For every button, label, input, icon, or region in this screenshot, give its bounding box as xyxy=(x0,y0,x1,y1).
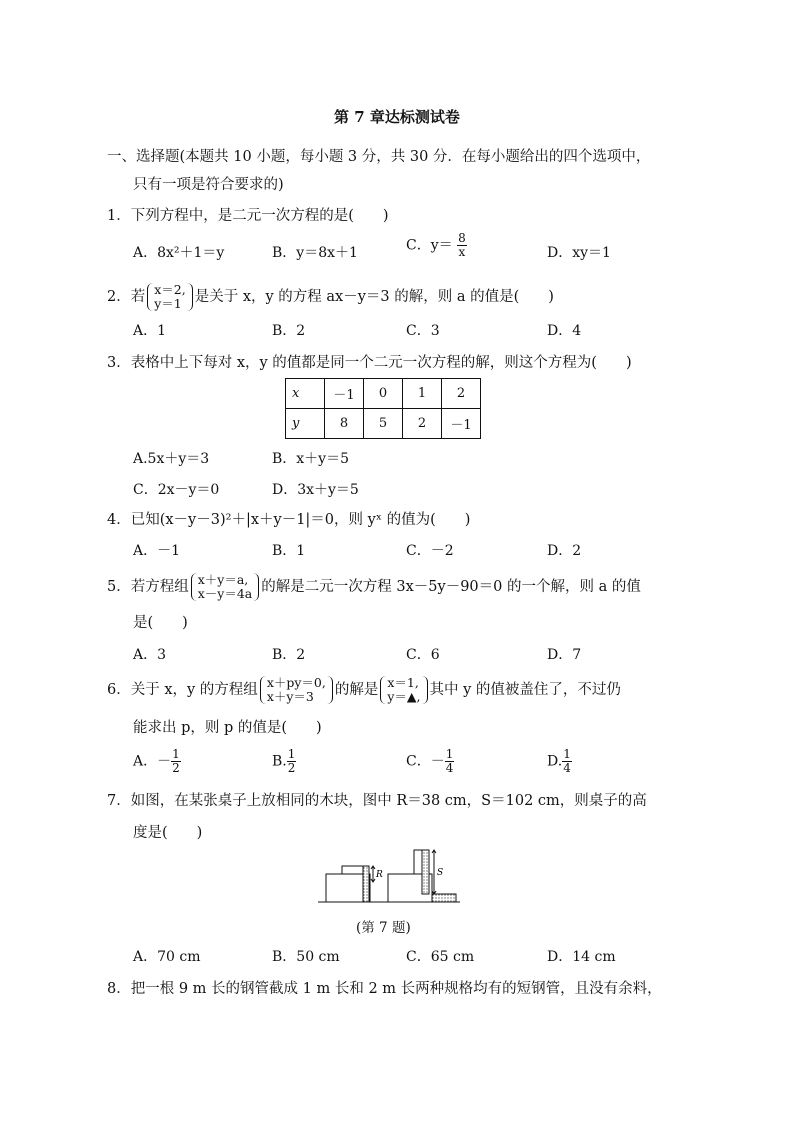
equation-system xyxy=(260,676,333,704)
system-row-2: y＝1 xyxy=(154,296,182,311)
q5-suffix: 的解是二元一次方程 3x－5y－90＝0 的一个解，则 a 的值 xyxy=(261,579,641,595)
table-header-y: y xyxy=(286,409,325,439)
table-cell: 8 xyxy=(325,409,364,439)
figure-caption: (第 7 题) xyxy=(356,920,411,936)
fraction-numerator: 1 xyxy=(445,747,454,761)
q5-option-d: D．7 xyxy=(547,647,582,663)
equation-system xyxy=(191,573,260,601)
question-6-cont: 能求出 p，则 p 的值是( ) xyxy=(133,720,322,736)
q5-option-a: A．3 xyxy=(133,647,167,663)
solution-system xyxy=(380,676,427,704)
q1-option-d: D．xy＝1 xyxy=(547,245,611,261)
question-4-stem: 4．已知(x－y－3)²＋|x＋y－1|＝0，则 yˣ 的值为( ) xyxy=(107,512,471,528)
fraction-numerator: 1 xyxy=(563,747,571,761)
q5-option-c: C．6 xyxy=(406,647,440,663)
question-7-cont: 度是( ) xyxy=(133,825,203,841)
q3-option-a: A.5x＋y＝3 xyxy=(133,451,210,467)
table-cell: 2 xyxy=(403,409,442,439)
fraction-denominator: 2 xyxy=(287,761,296,775)
system-row-2: x－y＝4a xyxy=(197,586,253,601)
fraction-denominator: x xyxy=(458,245,466,259)
q3-option-c: C．2x－y＝0 xyxy=(133,482,220,498)
page-title: 第 7 章达标测试卷 xyxy=(334,108,460,126)
fraction xyxy=(287,748,297,775)
table-cell: 5 xyxy=(364,409,403,439)
q6-prefix: 6．关于 x，y 的方程组 xyxy=(107,682,258,698)
q6-suffix: 其中 y 的值被盖住了，不过仍 xyxy=(429,682,621,698)
q1-option-c-prefix: C．y＝ xyxy=(406,237,453,254)
question-5-cont: 是( ) xyxy=(133,615,188,631)
q4-option-d: D．2 xyxy=(547,543,582,559)
fraction xyxy=(171,748,181,775)
q6-option-c xyxy=(406,748,454,775)
table-row xyxy=(286,409,481,439)
table-cell: 1 xyxy=(403,379,442,409)
q3-option-d: D．3x＋y＝5 xyxy=(272,482,359,498)
system-row-1: x＝2, xyxy=(154,282,186,297)
q3-option-b: B．x＋y＝5 xyxy=(272,451,349,467)
q6-option-b xyxy=(272,748,296,775)
table-cell: －1 xyxy=(325,379,364,409)
table-cell: 0 xyxy=(364,379,403,409)
section-header: 一、选择题(本题共 10 小题，每小题 3 分，共 30 分．在每小题给出的四个选项中， xyxy=(107,149,651,165)
value-table xyxy=(285,378,481,439)
system-row-1: x＋y＝a, xyxy=(197,572,249,587)
q6-option-b-prefix: B. xyxy=(272,753,287,770)
question-5-stem xyxy=(107,573,641,601)
q7-option-c: C．65 cm xyxy=(406,949,475,965)
q4-option-b: B．1 xyxy=(272,543,306,559)
q2-prefix: 2．若 xyxy=(107,289,146,305)
system-row-1: x＝1, xyxy=(387,675,419,690)
question-7-stem: 7．如图，在某张桌子上放相同的木块，图中 R＝38 cm，S＝102 cm，则桌子的高 xyxy=(107,793,647,809)
question-6-stem xyxy=(107,676,621,704)
fraction xyxy=(445,748,455,775)
table-cell: 2 xyxy=(442,379,481,409)
fraction-numerator: 8 xyxy=(458,231,466,245)
q2-suffix: 是关于 x，y 的方程 ax－y＝3 的解，则 a 的值是( ) xyxy=(194,289,554,305)
q1-option-c xyxy=(406,232,467,259)
fraction xyxy=(457,232,467,259)
q6-option-d xyxy=(547,748,572,775)
q4-option-c: C．－2 xyxy=(406,543,454,559)
section-header-cont: 只有一项是符合要求的) xyxy=(133,177,284,193)
table-cell: －1 xyxy=(442,409,481,439)
q2-option-d: D．4 xyxy=(547,323,582,339)
system-row-1: x＋py＝0, xyxy=(266,675,326,690)
q1-option-a: A．8x²＋1＝y xyxy=(133,245,225,261)
label-r: R xyxy=(376,870,383,880)
q2-option-a: A．1 xyxy=(133,323,167,339)
fraction-denominator: 4 xyxy=(445,761,454,775)
q6-option-a xyxy=(133,748,181,775)
fraction-denominator: 2 xyxy=(172,761,180,775)
q2-option-c: C．3 xyxy=(406,323,440,339)
xy-table xyxy=(285,378,481,439)
q5-option-b: B．2 xyxy=(272,647,306,663)
q5-prefix: 5．若方程组 xyxy=(107,579,189,595)
fraction xyxy=(562,748,572,775)
q6-option-a-prefix: A．－ xyxy=(133,753,172,770)
fraction-denominator: 4 xyxy=(563,761,571,775)
equation-system xyxy=(147,283,192,311)
question-1-stem: 1．下列方程中，是二元一次方程的是( ) xyxy=(107,208,389,224)
label-s: S xyxy=(437,868,444,878)
table-header-x: x xyxy=(286,379,325,409)
q4-option-a: A．－1 xyxy=(133,543,181,559)
question-3-stem: 3．表格中上下每对 x，y 的值都是同一个二元一次方程的解，则这个方程为( ) xyxy=(107,355,632,371)
q7-option-b: B．50 cm xyxy=(272,949,340,965)
q6-option-d-prefix: D. xyxy=(547,753,563,770)
q6-middle: 的解是 xyxy=(334,682,379,698)
q7-option-d: D．14 cm xyxy=(547,949,616,965)
table-row xyxy=(286,379,481,409)
q7-option-a: A．70 cm xyxy=(133,949,201,965)
fraction-numerator: 1 xyxy=(172,747,180,761)
question-8-stem: 8．把一根 9 m 长的钢管截成 1 m 长和 2 m 长两种规格均有的短钢管，且没有余料， xyxy=(107,981,662,997)
q6-option-c-prefix: C．－ xyxy=(406,753,445,770)
q1-option-b: B．y＝8x＋1 xyxy=(272,245,358,261)
fraction-numerator: 1 xyxy=(287,747,296,761)
system-row-2: x＋y＝3 xyxy=(266,689,314,704)
question-2-stem xyxy=(107,283,554,311)
system-row-2: y＝▲, xyxy=(387,689,421,704)
q2-option-b: B．2 xyxy=(272,323,306,339)
table-blocks-figure xyxy=(318,846,460,908)
